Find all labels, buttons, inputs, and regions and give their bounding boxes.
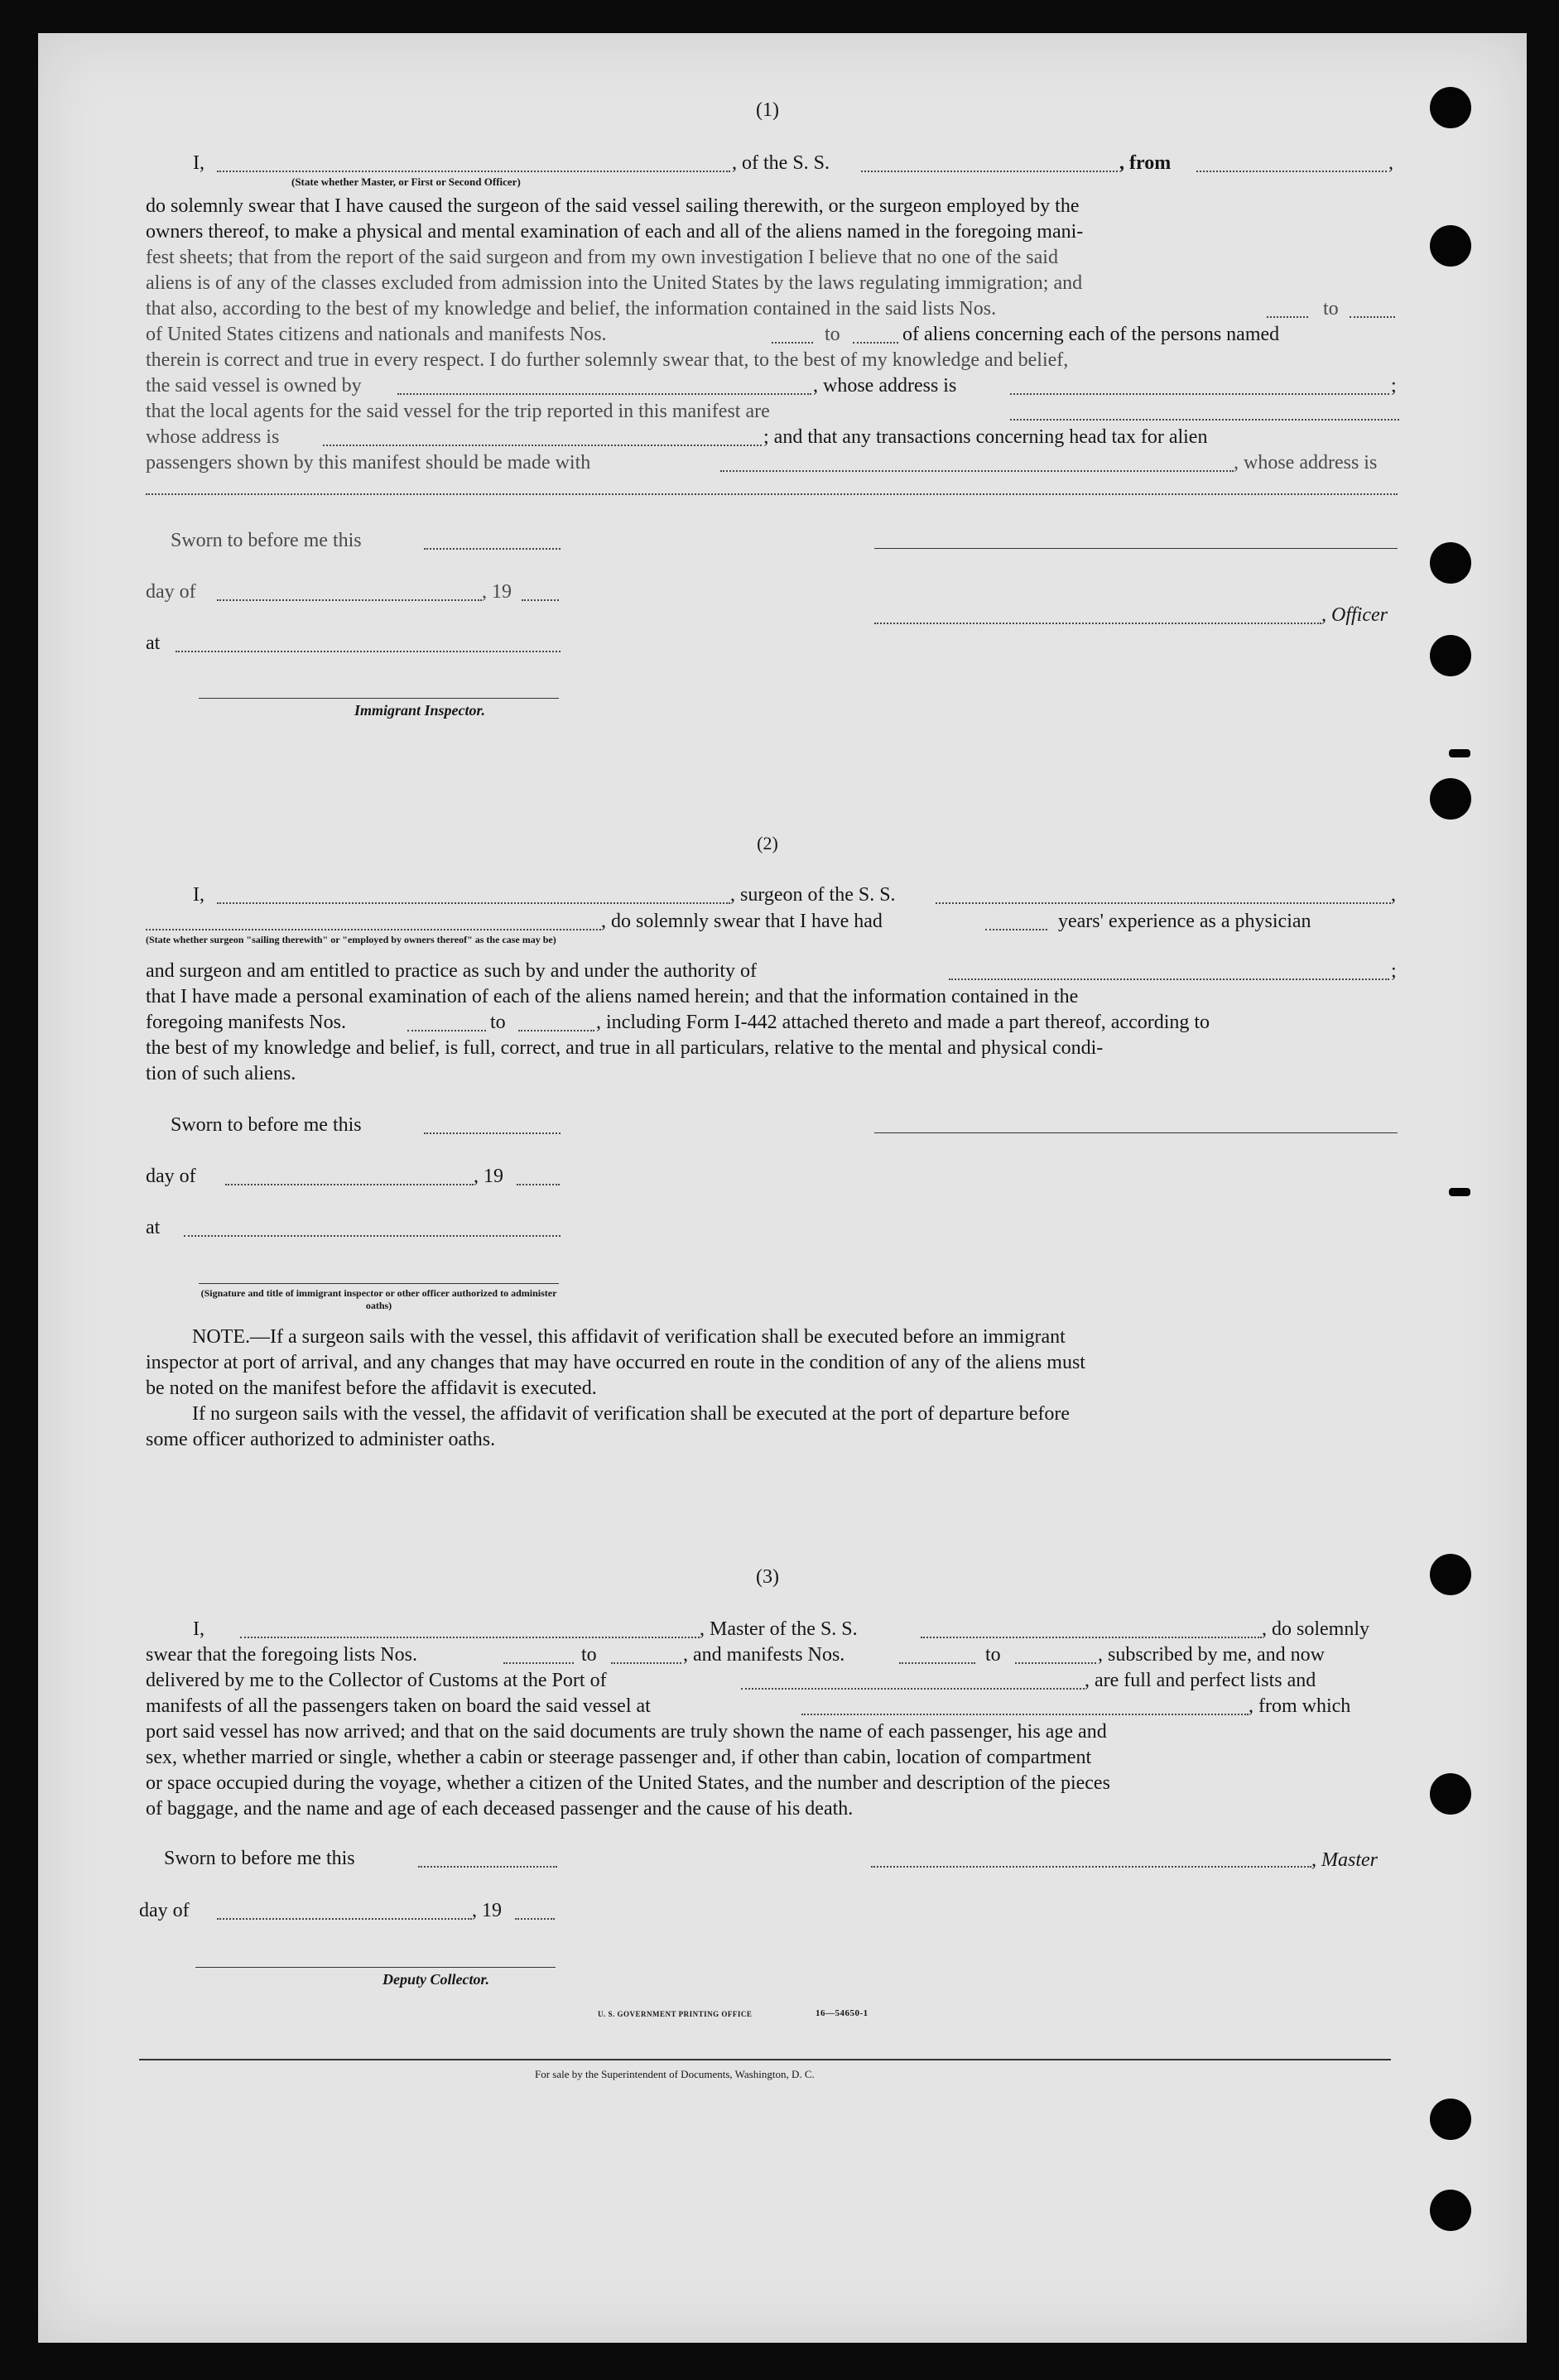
s3-boarding-port-field[interactable] (801, 1714, 1249, 1715)
s1-body-line: the said vessel is owned by (146, 375, 362, 397)
s2-19: , 19 (474, 1166, 503, 1187)
s3-sworn: Sworn to before me this (164, 1848, 355, 1869)
s2-at: at (146, 1217, 161, 1238)
for-sale-note: For sale by the Superintendent of Documents, Washington, D. C. (535, 2068, 815, 2080)
s2-do-solemnly: , do solemnly swear that I have had (601, 911, 883, 932)
footer-rule (139, 2059, 1391, 2060)
s2-sworn: Sworn to before me this (171, 1114, 362, 1136)
s3-19: , 19 (472, 1900, 502, 1921)
s2-years: years' experience as a physician (1058, 911, 1311, 932)
s2-i: I, (193, 884, 204, 906)
s3-day-of: day of (139, 1900, 190, 1921)
s1-officer-signature-line[interactable] (874, 548, 1398, 549)
s1-sworn-date-field[interactable] (424, 548, 561, 550)
s2-including: , including Form I-442 attached thereto and made a part thereof, according to (596, 1012, 1210, 1033)
s3-swear-lists: swear that the foregoing lists Nos. (146, 1644, 417, 1666)
s2-manifest-to-field[interactable] (518, 1030, 594, 1031)
s3-from-which: , from which (1249, 1695, 1351, 1717)
s1-body-line: that also, according to the best of my knowledge and belief, the information contained in the said lists Nos. (146, 298, 997, 320)
s3-deputy-line[interactable] (195, 1967, 556, 1968)
s1-body-line: aliens is of any of the classes excluded from admission into the United States by the laws regulating immigration; and (146, 272, 1083, 294)
s2-year-field[interactable] (517, 1184, 560, 1185)
s2-body-line: and surgeon and am entitled to practice as such by and under the authority of (146, 960, 757, 982)
s1-agents-field[interactable] (1010, 419, 1399, 421)
s3-manifest-to-field[interactable] (1015, 1662, 1096, 1664)
s1-inspector-line[interactable] (199, 698, 559, 699)
binder-hole (1430, 1773, 1471, 1815)
s1-body-line: do solemnly swear that I have caused the surgeon of the said vessel sailing therewith, or the surgeon employed by the (146, 195, 1080, 217)
s1-from-label: , from (1119, 152, 1172, 174)
s1-list-to-field[interactable] (1350, 316, 1395, 318)
binder-hole (1430, 635, 1471, 676)
s3-year-field[interactable] (515, 1918, 555, 1920)
s1-name-field[interactable] (217, 171, 730, 172)
s3-master-label: , Master (1311, 1849, 1378, 1871)
s1-manifest-to-field[interactable] (853, 342, 898, 344)
s2-years-field[interactable] (985, 929, 1047, 930)
s1-whose-address: , whose address is (813, 375, 957, 397)
s3-body-line: of baggage, and the name and age of each deceased passenger and the cause of his death. (146, 1798, 854, 1820)
s3-body-line: port said vessel has now arrived; and that on the said documents are truly shown the name of each passenger, his age and (146, 1721, 1107, 1743)
s2-note-line: NOTE.—If a surgeon sails with the vessel, this affidavit of verification shall be executed before an immigrant (192, 1326, 1066, 1348)
s2-day-of: day of (146, 1166, 196, 1187)
s3-manifest-from-field[interactable] (899, 1662, 975, 1664)
binder-hole (1430, 2099, 1471, 2140)
s1-body-line: whose address is (146, 426, 280, 448)
s3-master-signature-field[interactable] (871, 1866, 1311, 1868)
form-code: 16—54650-1 (816, 2008, 869, 2018)
s1-head-tax-field[interactable] (720, 470, 1234, 472)
s2-day-field[interactable] (225, 1184, 474, 1185)
s1-of-aliens: of aliens concerning each of the persons named (902, 324, 1280, 345)
s3-name-field[interactable] (240, 1637, 700, 1638)
s2-body-line: tion of such aliens. (146, 1063, 296, 1084)
s3-vessel-field[interactable] (921, 1637, 1262, 1638)
s2-name-field[interactable] (217, 902, 730, 904)
s1-at-field[interactable] (176, 651, 561, 652)
s1-day-of: day of (146, 581, 196, 603)
s3-to: to (985, 1644, 1001, 1666)
s2-note-line: inspector at port of arrival, and any changes that may have occurred en route in the condition of any of the aliens must (146, 1352, 1085, 1373)
s1-i: I, (193, 152, 204, 174)
s1-body-line: fest sheets; that from the report of the said surgeon and from my own investigation I believe that no one of the said (146, 247, 1058, 268)
s1-head-tax-address-field[interactable] (146, 493, 1398, 495)
s1-day-field[interactable] (217, 599, 482, 601)
s1-to: to (825, 324, 840, 345)
s3-i: I, (193, 1618, 204, 1640)
s2-inspector-line[interactable] (199, 1283, 559, 1284)
s1-year-field[interactable] (522, 599, 559, 601)
s1-body-line: that the local agents for the said vessel for the trip reported in this manifest are (146, 401, 770, 422)
s1-list-from-field[interactable] (1267, 316, 1308, 318)
s3-subscribed: , subscribed by me, and now (1098, 1644, 1325, 1666)
s3-sworn-date-field[interactable] (418, 1866, 557, 1868)
s2-surgeon-of: , surgeon of the S. S. (730, 884, 896, 906)
s3-deputy-caption: Deputy Collector. (383, 1971, 489, 1988)
s3-list-from-field[interactable] (503, 1662, 574, 1664)
s3-do-solemnly: , do solemnly (1262, 1618, 1369, 1640)
s3-master-of: , Master of the S. S. (700, 1618, 858, 1640)
s2-authority-field[interactable] (949, 978, 1389, 980)
s2-surgeon-type-field[interactable] (146, 929, 601, 930)
s2-manifest-from-field[interactable] (407, 1030, 486, 1031)
s2-note-line: be noted on the manifest before the affidavit is executed. (146, 1378, 597, 1399)
s1-to: to (1323, 298, 1339, 320)
s2-surgeon-signature-line[interactable] (874, 1132, 1398, 1133)
s3-day-field[interactable] (217, 1918, 472, 1920)
binder-hole (1430, 2190, 1471, 2231)
s1-sworn: Sworn to before me this (171, 530, 362, 551)
binder-hole (1430, 542, 1471, 584)
s3-body-line: sex, whether married or single, whether a cabin or steerage passenger and, if other than cabin, location of compartment (146, 1747, 1092, 1768)
s1-whose-address-end: , whose address is (1234, 452, 1378, 474)
section-3-heading: (3) (756, 1566, 779, 1588)
s3-list-to-field[interactable] (611, 1662, 681, 1664)
s2-to: to (490, 1012, 506, 1033)
s1-manifest-from-field[interactable] (772, 342, 813, 344)
s1-body-line: of United States citizens and nationals and manifests Nos. (146, 324, 607, 345)
s2-body-line: foregoing manifests Nos. (146, 1012, 346, 1033)
s3-delivered: delivered by me to the Collector of Customs at the Port of (146, 1670, 607, 1691)
binder-mark (1449, 1188, 1470, 1196)
s2-surgeon-caption: (State whether surgeon "sailing therewith" or "employed by owners thereof" as the case may be) (146, 934, 556, 945)
s1-officer-label: , Officer (1321, 604, 1388, 626)
s1-and-that: ; and that any transactions concerning head tax for alien (763, 426, 1208, 448)
s2-signature-caption: (Signature and title of immigrant inspector or other officer authorized to administer oaths) (200, 1287, 557, 1311)
s1-owner-address-field[interactable] (1010, 393, 1389, 395)
s2-vessel-field[interactable] (936, 902, 1391, 904)
s3-and-manifests: , and manifests Nos. (683, 1644, 845, 1666)
s1-at: at (146, 632, 161, 654)
binder-hole (1430, 225, 1471, 267)
section-2-heading: (2) (757, 833, 778, 853)
s2-body-line: that I have made a personal examination of each of the aliens named herein; and that the information contained in the (146, 986, 1079, 1007)
s2-body-line: the best of my knowledge and belief, is full, correct, and true in all particulars, relative to the mental and physical condi- (146, 1037, 1104, 1059)
s1-body-line: owners thereof, to make a physical and mental examination of each and all of the aliens named in the foregoing mani- (146, 221, 1084, 243)
s3-full-perfect: , are full and perfect lists and (1085, 1670, 1316, 1691)
s3-port-field[interactable] (741, 1688, 1085, 1690)
s1-body-line: passengers shown by this manifest should be made with (146, 452, 591, 474)
s1-vessel-field[interactable] (861, 171, 1118, 172)
s1-vessel-label: , of the S. S. (732, 152, 830, 174)
gpo-imprint: U. S. GOVERNMENT PRINTING OFFICE (598, 2010, 753, 2018)
s1-agents-address-field[interactable] (323, 445, 762, 446)
s1-from-field[interactable] (1196, 171, 1387, 172)
s3-body-line: or space occupied during the voyage, whether a citizen of the United States, and the number and description of the pieces (146, 1772, 1110, 1794)
binder-mark (1449, 749, 1470, 757)
s1-body-line: therein is correct and true in every respect. I do further solemnly swear that, to the best of my knowledge and belief, (146, 349, 1069, 371)
s2-note-line: If no surgeon sails with the vessel, the affidavit of verification shall be executed at the port of departure before (192, 1403, 1071, 1425)
section-1-heading: (1) (756, 99, 779, 121)
s1-owner-field[interactable] (397, 393, 811, 395)
s3-to: to (581, 1644, 597, 1666)
s1-officer-caption: (State whether Master, or First or Second Officer) (291, 175, 521, 188)
s2-sworn-date-field[interactable] (424, 1132, 561, 1134)
s2-at-field[interactable] (184, 1235, 561, 1237)
s1-officer-field[interactable] (874, 623, 1321, 624)
s1-19: , 19 (482, 581, 512, 603)
s2-note-line: some officer authorized to administer oaths. (146, 1429, 496, 1450)
s3-manifests-all: manifests of all the passengers taken on board the said vessel at (146, 1695, 651, 1717)
s1-inspector-caption: Immigrant Inspector. (354, 702, 486, 719)
binder-hole (1430, 778, 1471, 820)
